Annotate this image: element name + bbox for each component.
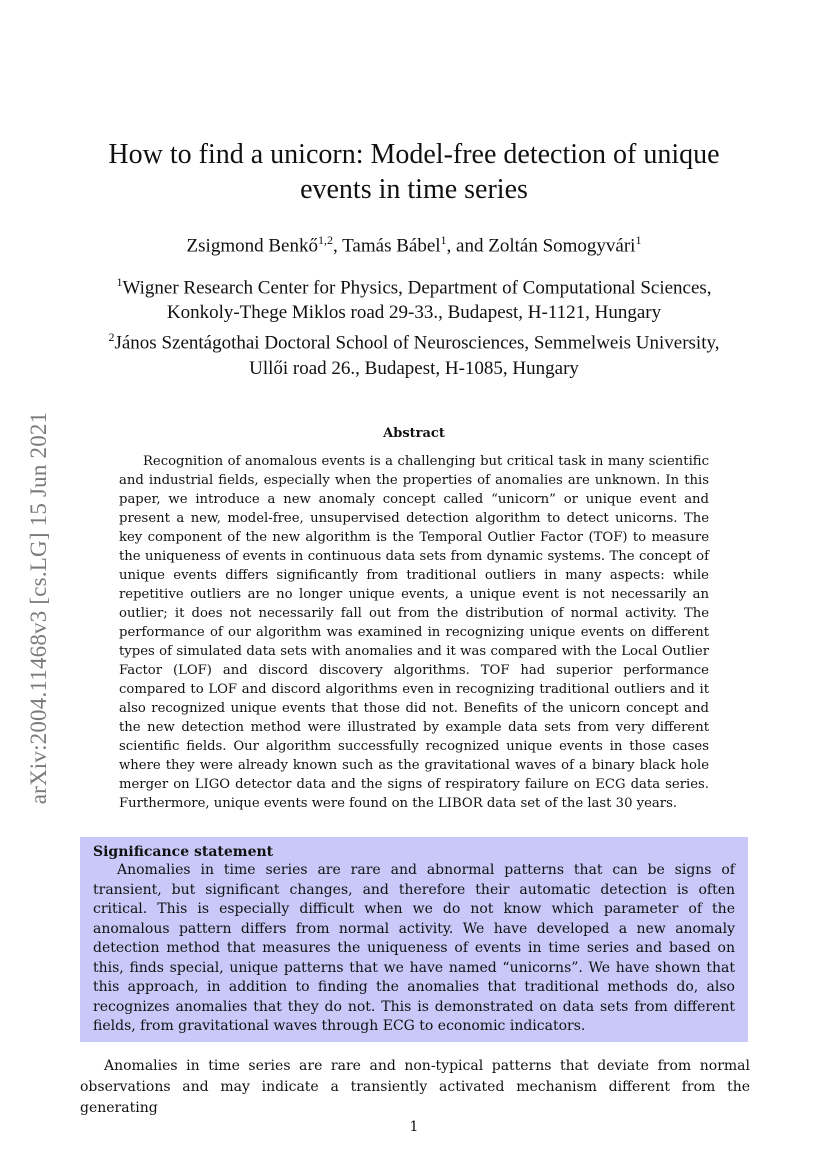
abstract-heading: Abstract: [383, 426, 445, 441]
significance-statement-box: [80, 837, 748, 1042]
affiliation-mark: 1: [116, 275, 123, 289]
affiliation-text: János Szentágothai Doctoral School of Neurosciences, Semmelweis University,: [114, 332, 720, 354]
introduction-paragraph: Anomalies in time series are rare and non-typical patterns that deviate from normal observations and may indicate a transiently activated mechanism different from the generating: [80, 1058, 750, 1116]
author-affiliation-mark: 1,2: [317, 233, 333, 247]
paper-title: How to find a unicorn: Model-free detection of unique events in time series: [108, 139, 720, 205]
affiliation-list: [70, 270, 758, 381]
significance-text: Anomalies in time series are rare and abnormal patterns that can be signs of transient, but significant changes, and therefore their automatic detection is often critical. This is especially difficult when we do not know which parameter of the anomalous pattern differs from normal activity. We have developed a new anomaly detection method that measures the uniqueness of events in time series and based on this, finds special, unique patterns that we have named “unicorns”. We have shown that this approach, in addition to finding the anomalies that traditional methods do, also recognizes anomalies that they do not. This is demonstrated on data sets from different fields, from gravitational waves through ECG to economic indicators.: [93, 862, 735, 1034]
author-separator: ,: [332, 235, 343, 257]
affiliation-1-line-2: Konkoly-Thege Miklos road 29-33., Budapest, H-1121, Hungary: [166, 302, 662, 324]
author-name: Zsigmond Benkő: [186, 235, 318, 257]
abstract-text: Recognition of anomalous events is a challenging but critical task in many scientific and industrial fields, especially when the properties of anomalies are unknown. In this paper, we introduce a new anomaly concept called “unicorn” or unique event and present a new, model-free, unsupervised detection algorithm to detect unicorns. The key component of the new algorithm is the Temporal Outlier Factor (TOF) to measure the uniqueness of events in continuous data sets from dynamic systems. The concept of unique events differs significantly from traditional outliers in many aspects: while repetitive outliers are no longer unique events, a unique event is not necessarily an outlier; it does not necessarily fall out from the distribution of normal activity. The performance of our algorithm was examined in recognizing unique events on different types of simulated data sets with anomalies and it was compared with the Local Outlier Factor (LOF) and discord discovery algorithms. TOF had superior performance compared to LOF and discord algorithms even in recognizing traditional outliers and it also recognized unique events that those did not. Benefits of the unicorn concept and the new detection method were illustrated by example data sets from very different scientific fields. Our algorithm successfully recognized unique events in those cases where they were already known such as the gravitational waves of a binary black hole merger on LIGO detector data and the signs of respiratory failure on ECG data series. Furthermore, unique events were found on the LIBOR data set of the last 30 years.: [119, 454, 709, 811]
arxiv-identifier-stamp: arXiv:2004.11468v3 [cs.LG] 15 Jun 2021: [26, 411, 51, 805]
page-number: 1: [409, 1119, 419, 1135]
affiliation-mark: 2: [108, 330, 115, 345]
author-separator: , and: [446, 235, 489, 257]
affiliation-1-line-1: [70, 270, 758, 300]
affiliation-2-line-2: Ullői road 26., Budapest, H-1085, Hungary: [249, 357, 579, 379]
author-name: Tamás Bábel: [342, 235, 441, 257]
affiliation-2-line-1: [70, 325, 758, 355]
author-affiliation-mark: 1: [440, 233, 447, 247]
author-name: Zoltán Somogyvári: [488, 235, 636, 257]
significance-heading: Significance statement: [93, 844, 274, 860]
author-list: [80, 228, 748, 258]
author-affiliation-mark: 1: [635, 233, 642, 247]
affiliation-text: Wigner Research Center for Physics, Department of Computational Sciences,: [122, 277, 712, 299]
